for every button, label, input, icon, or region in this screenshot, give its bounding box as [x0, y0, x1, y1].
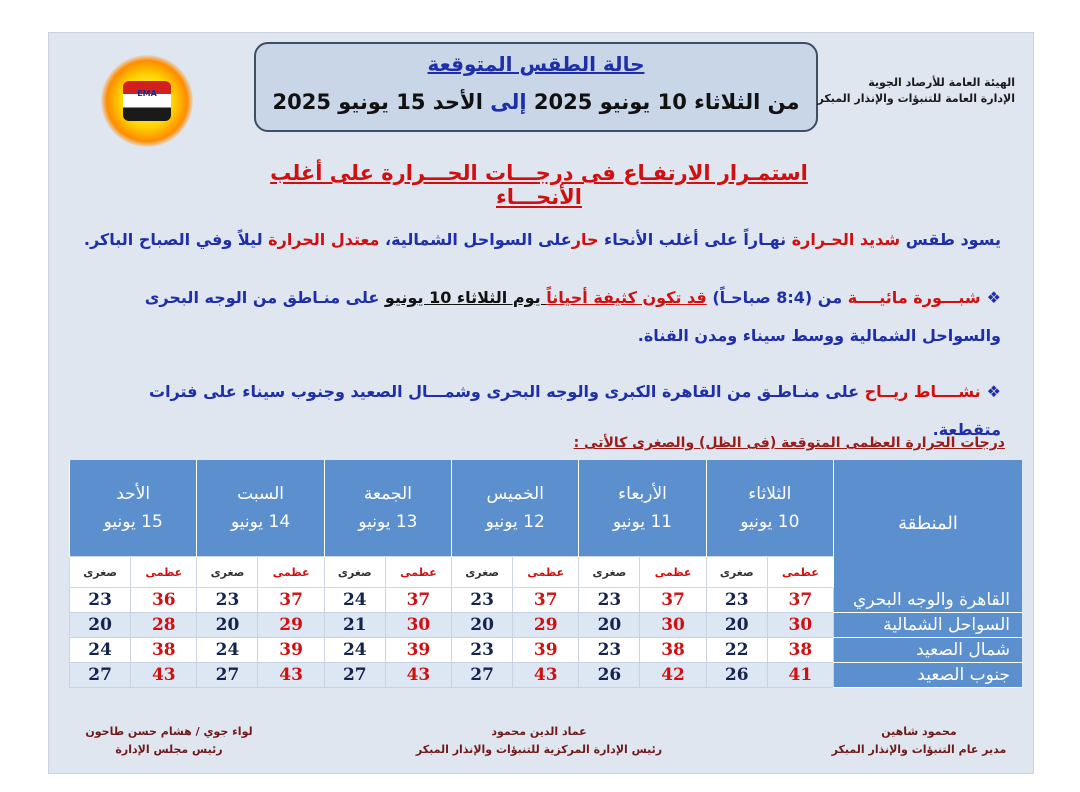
text-segment: على منـاطق من الوجه البحرى — [144, 288, 385, 307]
max-temp-cell: 39 — [513, 638, 579, 663]
page-title: حالة الطقس المتوقعة — [427, 52, 645, 76]
text-segment: نهـاراً على أغلب الأنحاء — [598, 230, 792, 249]
signature-left — [69, 723, 269, 759]
organization-block — [818, 75, 1015, 107]
min-temp-cell: 23 — [579, 638, 640, 663]
min-temp-cell: 20 — [452, 613, 513, 638]
max-label: عظمى — [640, 557, 706, 588]
max-temp-cell: 29 — [513, 613, 579, 638]
bullet-icon: ❖ — [986, 382, 1001, 401]
table-row — [70, 638, 1023, 663]
text-segment: ليلاً وفي الصباح الباكر. — [83, 230, 269, 249]
day-header — [579, 460, 706, 557]
ema-logo — [101, 55, 193, 147]
logo-text: EMA — [137, 89, 157, 98]
text-segment: شديد الحـرارة — [791, 230, 901, 249]
max-label: عظمى — [513, 557, 579, 588]
signature-title: رئيس مجلس الإدارة — [115, 743, 223, 756]
signature-title: رئيس الإدارة المركزية للتنبؤات والإنذار المبكر — [415, 743, 663, 756]
min-label: صغرى — [70, 557, 131, 588]
text-segment: يسود طقس — [900, 230, 1001, 249]
signature-center — [379, 723, 699, 759]
text-segment: على منـاطـق من القاهرة الكبرى والوجه البحرى وشمـــال الصعيد وجنوب سيناء على فترات متقطعة. — [148, 382, 1001, 439]
max-temp-cell: 38 — [767, 638, 833, 663]
min-temp-cell: 20 — [197, 613, 258, 638]
text-segment: على السواحل الشمالية، — [379, 230, 572, 249]
min-temp-cell: 27 — [452, 663, 513, 688]
min-temp-cell: 22 — [706, 638, 767, 663]
paragraph-fog — [71, 279, 1001, 355]
min-temp-cell: 26 — [706, 663, 767, 688]
max-temp-cell: 38 — [640, 638, 706, 663]
min-temp-cell: 23 — [706, 588, 767, 613]
min-temp-cell: 27 — [197, 663, 258, 688]
max-temp-cell: 37 — [513, 588, 579, 613]
org-line2: الإدارة العامة للتنبؤات والإنذار المبكر — [817, 92, 1015, 105]
max-temp-cell: 37 — [385, 588, 451, 613]
min-temp-cell: 20 — [70, 613, 131, 638]
min-temp-cell: 21 — [324, 613, 385, 638]
region-cell: شمال الصعيد — [834, 638, 1023, 663]
max-temp-cell: 43 — [513, 663, 579, 688]
title-box — [254, 42, 818, 132]
max-temp-cell: 28 — [131, 613, 197, 638]
max-temp-cell: 30 — [767, 613, 833, 638]
day-name: الثلاثاء — [748, 484, 792, 504]
text-segment: نشــــاط ريــاح — [864, 382, 981, 401]
max-temp-cell: 41 — [767, 663, 833, 688]
day-date: 11 يونيو — [612, 512, 673, 532]
text-segment: قد تكون كثيفة أحياناً — [546, 288, 707, 307]
max-temp-cell: 39 — [258, 638, 324, 663]
day-date: 15 يونيو — [103, 512, 163, 532]
min-temp-cell: 23 — [197, 588, 258, 613]
text-segment: والسواحل الشمالية ووسط سيناء ومدن القناة. — [637, 326, 1001, 345]
temperature-table — [69, 460, 1022, 688]
bullet-icon: ❖ — [986, 288, 1001, 307]
date-to: الأحد 15 يونيو 2025 — [272, 90, 483, 114]
min-temp-cell: 27 — [324, 663, 385, 688]
max-label: عظمى — [385, 557, 451, 588]
min-label: صغرى — [706, 557, 767, 588]
min-label: صغرى — [197, 557, 258, 588]
table-row — [70, 588, 1023, 613]
signature-right — [819, 723, 1019, 759]
bulletin-page — [48, 32, 1034, 774]
min-temp-cell: 24 — [70, 638, 131, 663]
min-temp-cell: 20 — [706, 613, 767, 638]
date-from: من الثلاثاء 10 يونيو 2025 — [533, 90, 800, 114]
date-to-word: إلى — [490, 90, 527, 114]
max-temp-cell: 29 — [258, 613, 324, 638]
day-date: 14 يونيو — [230, 512, 291, 532]
max-label: عظمى — [258, 557, 324, 588]
min-label: صغرى — [579, 557, 640, 588]
day-header — [324, 460, 451, 557]
max-label: عظمى — [767, 557, 833, 588]
day-header — [197, 460, 324, 557]
max-temp-cell: 43 — [131, 663, 197, 688]
region-header: المنطقة — [834, 460, 1023, 588]
max-temp-cell: 30 — [640, 613, 706, 638]
flag-emblem-icon — [123, 81, 171, 121]
min-temp-cell: 27 — [70, 663, 131, 688]
day-date: 12 يونيو — [485, 512, 545, 532]
paragraph-general — [81, 221, 1001, 259]
region-cell: جنوب الصعيد — [834, 663, 1023, 688]
text-segment: يوم الثلاثاء 10 يونيو — [384, 288, 547, 307]
region-cell: القاهرة والوجه البحري — [834, 588, 1023, 613]
table-row — [70, 613, 1023, 638]
max-temp-cell: 30 — [385, 613, 451, 638]
min-temp-cell: 23 — [70, 588, 131, 613]
day-name: الأربعاء — [618, 484, 667, 504]
day-name: الخميس — [486, 484, 544, 504]
max-temp-cell: 36 — [131, 588, 197, 613]
max-temp-cell: 43 — [385, 663, 451, 688]
day-date: 13 يونيو — [358, 512, 418, 532]
signature-title: مدير عام التنبؤات والإنذار المبكر — [831, 743, 1007, 756]
day-header — [452, 460, 579, 557]
max-temp-cell: 42 — [640, 663, 706, 688]
region-cell: السواحل الشمالية — [834, 613, 1023, 638]
text-segment: من (8:4 صباحـاً) — [706, 288, 848, 307]
min-temp-cell: 24 — [324, 638, 385, 663]
max-temp-cell: 37 — [767, 588, 833, 613]
min-temp-cell: 20 — [579, 613, 640, 638]
day-name: السبت — [237, 484, 285, 504]
min-temp-cell: 23 — [579, 588, 640, 613]
min-temp-cell: 26 — [579, 663, 640, 688]
max-temp-cell: 37 — [640, 588, 706, 613]
min-temp-cell: 23 — [452, 638, 513, 663]
day-name: الجمعة — [363, 484, 412, 504]
signature-name: لواء جوي / هشام حسن طاحون — [85, 725, 253, 738]
day-header — [70, 460, 197, 557]
signature-name: عماد الدين محمود — [491, 725, 587, 738]
text-segment: شبـــورة مائيــــة — [847, 288, 981, 307]
text-segment: حار — [571, 230, 599, 249]
max-temp-cell: 43 — [258, 663, 324, 688]
table-row — [70, 663, 1023, 688]
max-temp-cell: 37 — [258, 588, 324, 613]
max-label: عظمى — [131, 557, 197, 588]
max-temp-cell: 38 — [131, 638, 197, 663]
min-label: صغرى — [452, 557, 513, 588]
day-name: الأحد — [116, 484, 151, 504]
headline: استمـرار الارتفـاع فى درجـــات الحـــرارة على أغلب الأنحـــاء — [270, 161, 808, 209]
org-line1: الهيئة العامة للأرصاد الجوية — [868, 76, 1015, 89]
min-temp-cell: 24 — [197, 638, 258, 663]
text-segment: معتدل الحرارة — [268, 230, 380, 249]
signature-name: محمود شاهين — [881, 725, 957, 738]
day-date: 10 يونيو — [740, 512, 800, 532]
max-temp-cell: 39 — [385, 638, 451, 663]
day-header — [706, 460, 833, 557]
table-caption: درجات الحرارة العظمى المتوقعة (فى الظل) والصغرى كالأتى : — [573, 435, 1005, 451]
min-temp-cell: 23 — [452, 588, 513, 613]
table-header-row — [70, 460, 1023, 557]
min-label: صغرى — [324, 557, 385, 588]
min-temp-cell: 24 — [324, 588, 385, 613]
date-range — [256, 90, 816, 114]
